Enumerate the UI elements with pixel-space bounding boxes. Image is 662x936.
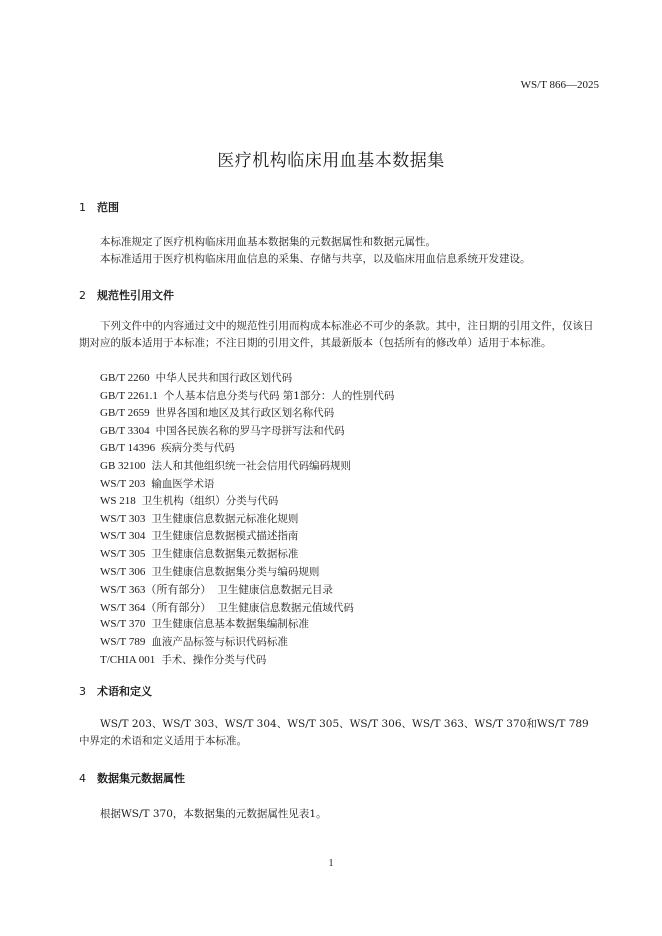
reference-code: WS/T 305 xyxy=(100,547,146,560)
reference-item xyxy=(100,405,394,423)
reference-title: 血液产品标签与标识代码标准 xyxy=(151,635,288,648)
reference-item xyxy=(100,423,394,441)
reference-title: 卫生健康信息数据元目录 xyxy=(217,584,333,597)
reference-title: 中国各民族名称的罗马字母拼写法和代码 xyxy=(155,424,345,437)
reference-item xyxy=(100,458,394,476)
reference-title: 法人和其他组织统一社会信用代码编码规则 xyxy=(151,459,352,472)
reference-code: GB 32100 xyxy=(100,459,146,472)
reference-item xyxy=(100,652,394,670)
section-title: 范围 xyxy=(97,201,119,214)
reference-item xyxy=(100,370,394,388)
reference-code: WS/T 203 xyxy=(100,477,146,490)
section-heading-dataset-metadata xyxy=(79,770,185,786)
reference-item xyxy=(100,511,394,529)
scope-paragraph-1: 本标准规定了医疗机构临床用血基本数据集的元数据属性和数据元属性。 xyxy=(100,236,436,248)
scope-paragraph-2: 本标准适用于医疗机构临床用血信息的采集、存储与共享，以及临床用血信息系统开发建设。 xyxy=(100,253,531,265)
reference-code: WS/T 364（所有部分） xyxy=(100,601,212,614)
reference-code: GB/T 2260 xyxy=(100,372,150,384)
reference-item xyxy=(100,634,394,652)
reference-code: WS/T 304 xyxy=(100,530,146,543)
metadata-paragraph: 根据WS/T 370，本数据集的元数据属性见表1。 xyxy=(100,808,327,820)
reference-title: 疾病分类与代码 xyxy=(161,442,235,455)
reference-item xyxy=(100,388,394,406)
reference-item xyxy=(100,599,394,617)
section-title: 数据集元数据属性 xyxy=(97,772,185,785)
section-heading-scope xyxy=(79,199,119,215)
terms-text: WS/T 203、WS/T 303、WS/T 304、WS/T 305、WS/T 306、WS/T 363、WS/T 370和WS/T 789中界定的术语和定义适用于本标准。 xyxy=(79,718,589,747)
reference-code: WS/T 363（所有部分） xyxy=(100,584,212,597)
reference-title: 世界各国和地区及其行政区划名称代码 xyxy=(155,407,335,420)
reference-title: 卫生健康信息数据元标准化规则 xyxy=(151,512,299,525)
reference-title: 卫生健康信息数据集分类与编码规则 xyxy=(151,565,320,578)
document-title: 医疗机构临床用血基本数据集 xyxy=(217,151,445,171)
reference-item xyxy=(100,528,394,546)
reference-code: WS 218 xyxy=(100,495,136,508)
standard-code: WS/T 866—2025 xyxy=(520,79,599,91)
reference-code: GB/T 3304 xyxy=(100,424,150,437)
normative-intro-text: 下列文件中的内容通过文中的规范性引用而构成本标准必不可少的条款。其中，注日期的引用文件，仅该日期对应的版本适用于本标准；不注日期的引用文件，其最新版本（包括所有的修改单）适用于本标准。 xyxy=(79,320,594,349)
reference-code: GB/T 2659 xyxy=(100,407,150,420)
reference-item xyxy=(100,546,394,564)
reference-code: WS/T 303 xyxy=(100,512,146,525)
reference-title: 卫生健康信息数据元值域代码 xyxy=(217,601,354,614)
section-title: 规范性引用文件 xyxy=(97,289,174,302)
normative-intro-paragraph xyxy=(79,318,599,352)
terms-paragraph xyxy=(79,716,599,750)
reference-title: 个人基本信息分类与代码 第1部分：人的性别代码 xyxy=(163,389,395,402)
reference-code: GB/T 14396 xyxy=(100,442,156,455)
reference-title: 输血医学术语 xyxy=(151,477,215,490)
section-title: 术语和定义 xyxy=(97,685,152,698)
page-number: 1 xyxy=(328,858,334,869)
reference-item xyxy=(100,493,394,511)
reference-title: 卫生健康信息基本数据集编制标准 xyxy=(151,618,309,631)
reference-item xyxy=(100,616,394,634)
section-number: 2 xyxy=(79,289,86,302)
section-number: 1 xyxy=(79,201,86,214)
reference-title: 卫生健康信息数据模式描述指南 xyxy=(151,530,299,543)
section-heading-terms-and-definitions xyxy=(79,683,152,699)
section-number: 4 xyxy=(79,772,86,785)
reference-title: 手术、操作分类与代码 xyxy=(161,653,267,666)
reference-code: T/CHIA 001 xyxy=(100,653,156,666)
reference-list xyxy=(100,370,394,669)
section-heading-normative-references xyxy=(79,287,174,303)
reference-code: WS/T 370 xyxy=(100,618,146,631)
reference-item xyxy=(100,581,394,599)
reference-item xyxy=(100,564,394,582)
reference-item xyxy=(100,440,394,458)
reference-title: 中华人民共和国行政区划代码 xyxy=(155,372,293,384)
reference-code: GB/T 2261.1 xyxy=(100,389,158,402)
reference-item xyxy=(100,476,394,494)
reference-title: 卫生机构（组织）分类与代码 xyxy=(141,495,279,508)
section-number: 3 xyxy=(79,685,86,698)
reference-code: WS/T 306 xyxy=(100,565,146,578)
reference-code: WS/T 789 xyxy=(100,635,146,648)
reference-title: 卫生健康信息数据集元数据标准 xyxy=(151,547,299,560)
